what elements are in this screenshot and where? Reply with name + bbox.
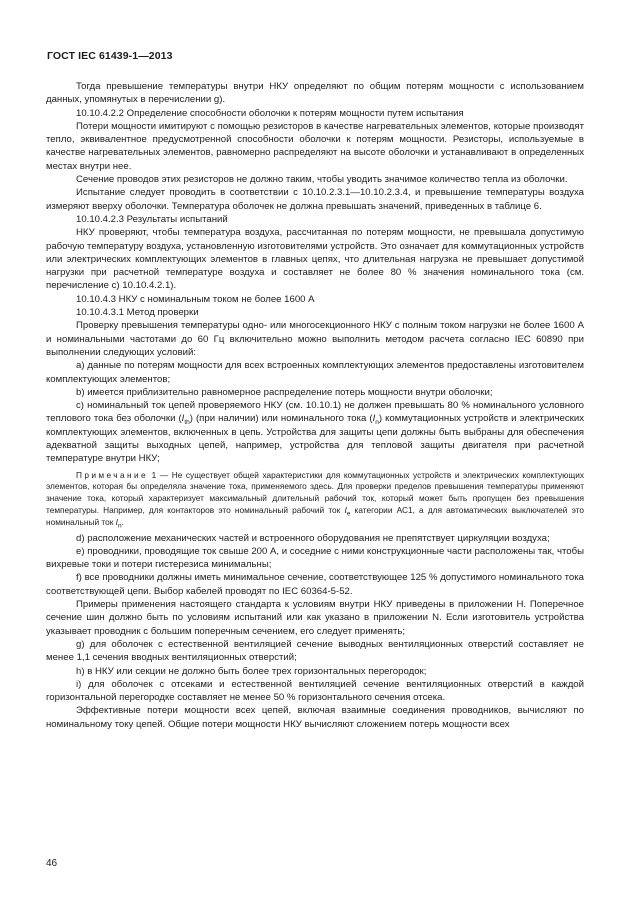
list-item: i) для оболочек с отсеками и естественной вентиляцией сечение вентиляционных отверстий в каждой горизонтальной перегородке составляет не менее 50 % горизонтального сечения отсека. <box>46 678 584 704</box>
document-header: ГОСТ IEC 61439-1—2013 <box>47 50 173 62</box>
paragraph: Сечение проводов этих резисторов не должно таким, чтобы уводить значимое количество тепла из оболочки. <box>76 174 568 186</box>
note: Примечание 1 — Не существует общей характеристики для коммутационных устройств и электрических комплектующих элементов, которая бы определяла значение тока, применяемого здесь. Для проверки пределов превышения температуры применяют значение тока, который характеризует максимальный длительный рабочий ток, который может быть пропущен без превышения температуры. Например, для контакторов это номинальный рабочий ток $I_e$ категории АС1, а для автоматических выключателей это номинальный ток $I_n$. <box>46 469 584 530</box>
list-item: с) номинальный ток цепей проверяемого НКУ (см. 10.10.1) не должен превышать 80 % номинального условного теплового тока без оболочки $(I_{th})$ (при наличии) или номинального тока $(I_n)$ коммутационных устройств и электрических комплектующих элементов, включенных в цепь. Устройства для защиты цепи должны быть выбраны для обеспечения адекватной защиты выходных цепей, например, устройства для тепловой защиты двигателя при расчетной температуре внутри НКУ; <box>46 400 585 465</box>
list-item: е) проводники, проводящие ток свыше 200 А, и соседние с ними конструкционные части расположены так, чтобы вихревые токи и потери гистерезиса минимальны; <box>46 545 584 571</box>
paragraph: Эффективные потери мощности всех цепей, включая взаимные соединения проводников, вычисляют по номинальному току цепей. Общие потери мощности НКУ вычисляют сложением потерь мощности всех <box>46 705 584 730</box>
paragraph: Тогда превышение температуры внутри НКУ определяют по общим потерям мощности с использованием данных, упомянутых в перечислении g). <box>46 81 584 106</box>
list-item: d) расположение механических частей и встроенного оборудования не препятствует циркуляции воздуха; <box>76 532 550 544</box>
paragraph: Испытание следует проводить в соответствии с 10.10.2.3.1—10.10.2.3.4, и превышение температуры воздуха измеряют вверху оболочки. Температура оболочек не должна превышать значений, приведенных в таблице 6. <box>46 187 584 212</box>
page-number: 46 <box>46 858 58 869</box>
note-label: Примечание <box>76 469 149 480</box>
list-item: g) для оболочек с естественной вентиляцией сечение выводных вентиляционных отверстий составляет не менее 1,1 сечения вводных вентиляционных отверстий; <box>46 638 584 664</box>
section-heading: 10.10.4.2.3 Результаты испытаний <box>76 213 228 225</box>
list-item: b) имеется приблизительно равномерное распределение потерь мощности внутри оболочки; <box>76 386 493 398</box>
paragraph: НКУ проверяют, чтобы температура воздуха, рассчитанная по потерям мощности, не превышала допустимую рабочую температуру воздуха, установленную изготовителями устройств. Это означает для коммутационных устройств или электрических комплектующих элементов в главных цепях, что длительная нагрузка не превышает допустимой нагрузки при расчетной температуре воздуха и составляет не более 80 % значения номинального тока (см. перечисление с) 10.10.4.2.1). <box>46 227 584 292</box>
paragraph: Примеры применения настоящего стандарта к условиям внутри НКУ приведены в приложении Н. Поперечное сечение шин должно быть по условиям испытаний или как указано в приложении N. Если изготовитель устройства указывает проводник с большим поперечным сечением, его следует применять; <box>46 599 584 637</box>
section-heading: 10.10.4.3.1 Метод проверки <box>76 307 199 319</box>
section-heading: 10.10.4.3 НКУ с номинальным током не более 1600 А <box>76 293 315 305</box>
list-item: f) все проводники должны иметь минимальное сечение, соответствующее 125 % допустимого номинального тока соответствующей цепи. Выбор кабелей проводят по IEC 60364-5-52. <box>46 572 584 597</box>
document-body <box>46 80 584 731</box>
list-item: h) в НКУ или секции не должно быть более трех горизонтальных перегородок; <box>76 665 427 677</box>
paragraph: Потери мощности имитируют с помощью резисторов в качестве нагревательных элементов, которые производят тепло, эквивалентное предусмотренной способности оболочки к потерям мощности. Резисторы, используемые в качестве нагревательных элементов, равномерно распределяют на высоте оболочки и устанавливают в определенных местах внутри нее. <box>46 120 584 172</box>
paragraph: Проверку превышения температуры одно- или многосекционного НКУ с полным током нагрузки не более 1600 А и номинальными частотами до 60 Гц включительно можно выполнить методом расчета согласно IEC 60890 при выполнении следующих условий: <box>46 320 584 358</box>
list-item: а) данные по потерям мощности для всех встроенных комплектующих элементов предоставлены изготовителем комплектующих элементов; <box>46 360 584 385</box>
section-heading: 10.10.4.2.2 Определение способности оболочки к потерям мощности путем испытания <box>76 107 464 119</box>
